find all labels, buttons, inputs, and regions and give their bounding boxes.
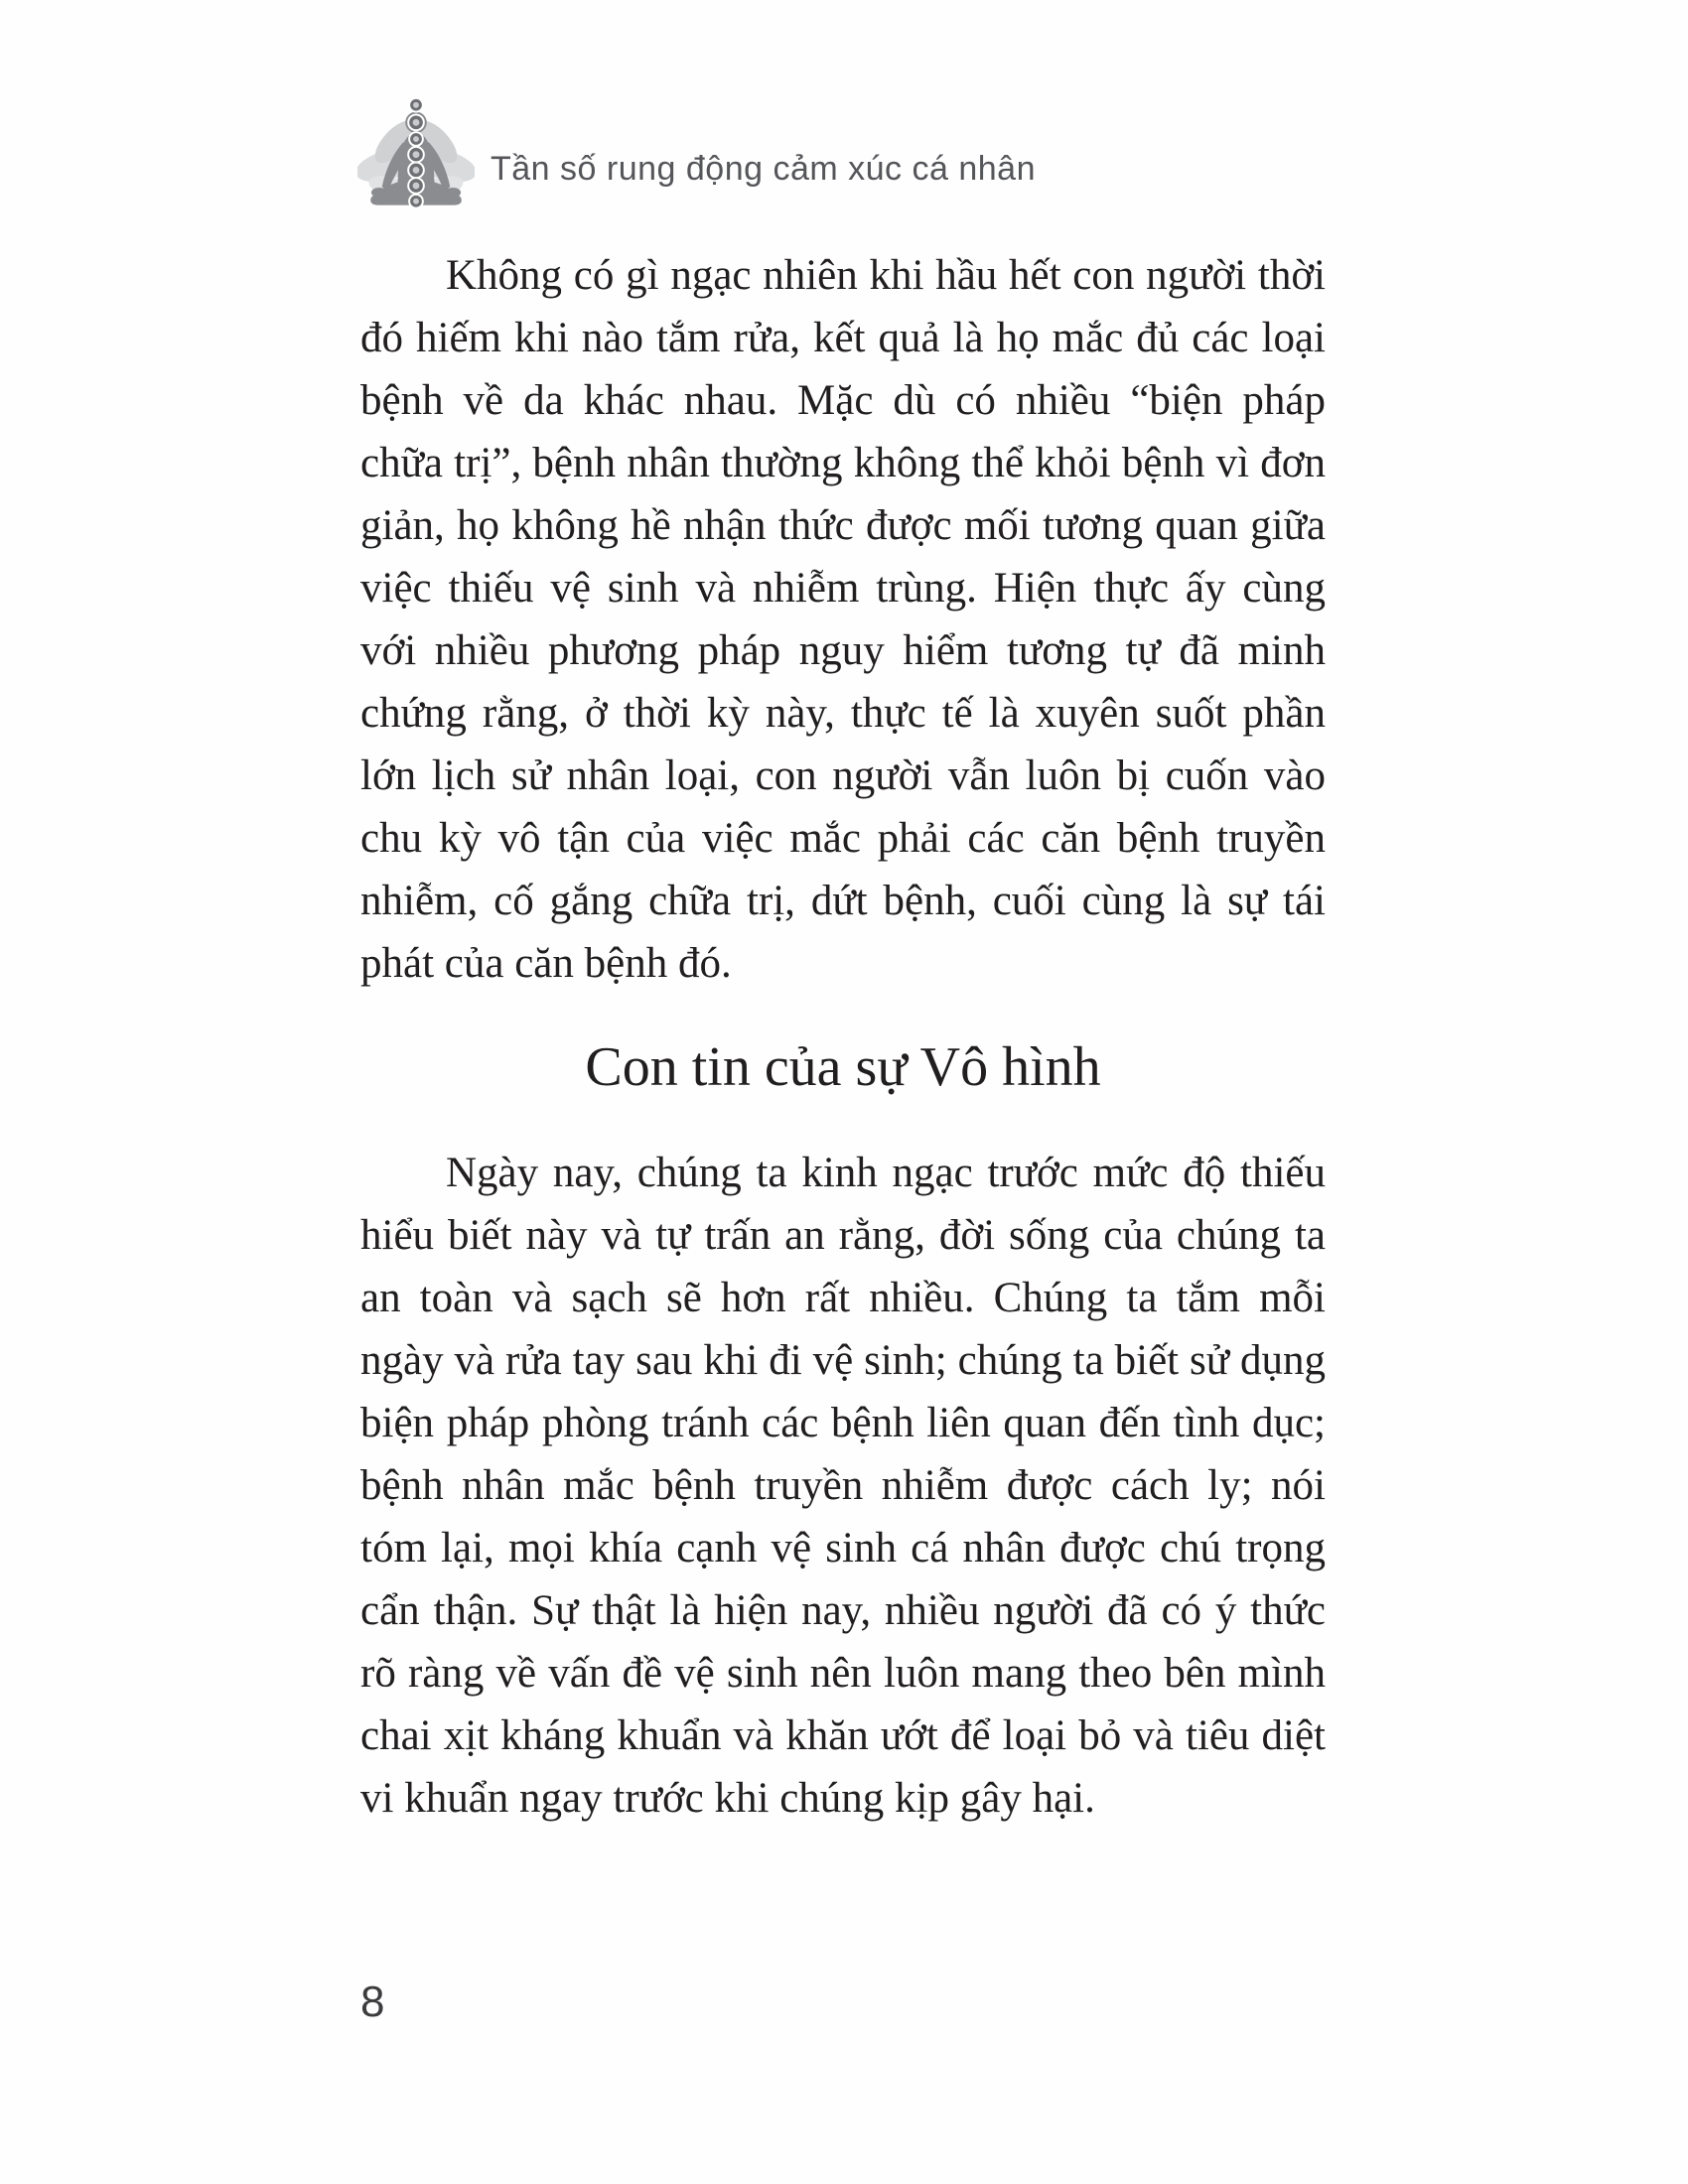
section-heading: Con tin của sự Vô hình — [585, 1036, 1101, 1098]
paragraph: Không có gì ngạc nhiên khi hầu hết con người thời đó hiếm khi nào tắm rửa, kết quả là họ mắc đủ các loại bệnh về da khác nhau. Mặc dù có nhiều “biện pháp chữa trị”, bệnh nhân thường không thể khỏi bệnh vì đơn giản, họ không hề nhận thức được mối tương quan giữa việc thiếu vệ sinh và nhiễm trùng. Hiện thực ấy cùng với nhiều phương pháp nguy hiểm tương tự đã minh chứng rằng, ở thời kỳ này, thực tế là xuyên suốt phần lớn lịch sử nhân loại, con người vẫn luôn bị cuốn vào chu kỳ vô tận của việc mắc phải các căn bệnh truyền nhiễm, cố gắng chữa trị, dứt bệnh, cuối cùng là sự tái phát của căn bệnh đó. — [360, 252, 1326, 987]
paragraph: Ngày nay, chúng ta kinh ngạc trước mức độ thiếu hiểu biết này và tự trấn an rằng, đời sống của chúng ta an toàn và sạch sẽ hơn rất nhiều. Chúng ta tắm mỗi ngày và rửa tay sau khi đi vệ sinh; chúng ta biết sử dụng biện pháp phòng tránh các bệnh liên quan đến tình dục; bệnh nhân mắc bệnh truyền nhiễm được cách ly; nói tóm lại, mọi khía cạnh vệ sinh cá nhân được chú trọng cẩn thận. Sự thật là hiện nay, nhiều người đã có ý thức rõ ràng về vấn đề vệ sinh nên luôn mang theo bên mình chai xịt kháng khuẩn và khăn ướt để loại bỏ và tiêu diệt vi khuẩn ngay trước khi chúng kịp gây hại. — [360, 1150, 1326, 1822]
chapter-logo-icon — [357, 93, 475, 234]
page-number: 8 — [360, 1978, 385, 2026]
page-body — [360, 244, 1326, 1830]
running-head-book-title: Tần số rung động cảm xúc cá nhân — [491, 150, 1036, 188]
page-header — [357, 91, 1331, 235]
